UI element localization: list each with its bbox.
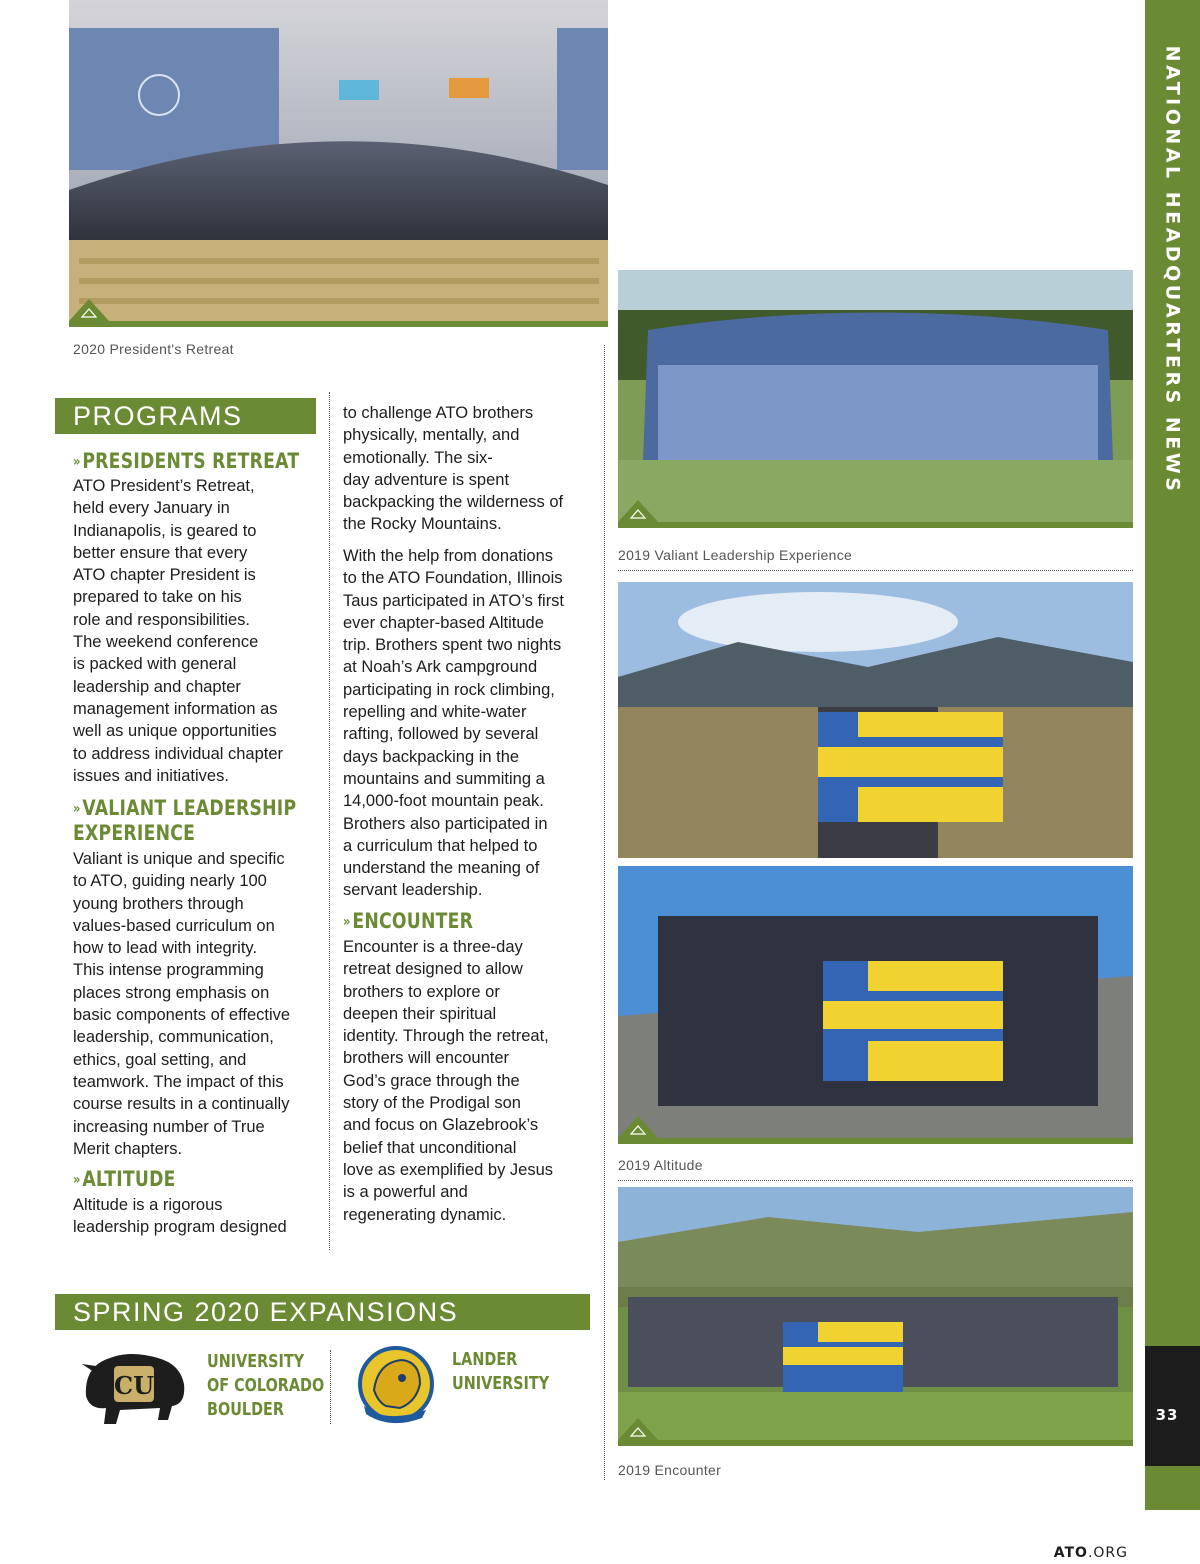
chevron-right-icon: » — [73, 454, 81, 470]
caption-presidents-retreat: 2020 President's Retreat — [73, 341, 234, 357]
photo-altitude-2 — [618, 866, 1133, 1144]
lander-logo — [356, 1344, 436, 1426]
chevron-right-icon: » — [343, 914, 351, 930]
triangle-mark-icon — [69, 297, 109, 321]
triangle-mark-icon — [618, 1416, 658, 1440]
lander-name: LANDER UNIVERSITY — [452, 1349, 550, 1394]
caption-valiant: 2019 Valiant Leadership Experience — [618, 547, 853, 563]
logo-divider — [330, 1350, 331, 1424]
photo-valiant — [618, 270, 1133, 528]
svg-text:CU: CU — [113, 1371, 155, 1400]
caption-encounter: 2019 Encounter — [618, 1462, 722, 1478]
altitude-text: Altitude is a rigorous leadership program designed — [73, 1196, 287, 1237]
page-number: 33 — [1155, 1406, 1179, 1424]
programs-header: PROGRAMS — [55, 398, 316, 434]
divider — [618, 1180, 1133, 1181]
triangle-mark-icon — [618, 1114, 658, 1138]
sidebar-title: NATIONAL HEADQUARTERS NEWS — [1161, 45, 1184, 495]
colorado-name: UNIVERSITY OF COLORADO BOULDER — [207, 1351, 325, 1420]
column-divider — [604, 345, 605, 1480]
chevron-right-icon: » — [73, 1172, 81, 1188]
encounter-heading: »ENCOUNTER — [343, 909, 474, 933]
altitude-text-continued: to challenge ATO brothers physically, mentally, and emotionally. The six- day adventure is spent backpacking the wilderness of the Rocky Mountains. — [343, 404, 564, 534]
photo-encounter — [618, 1187, 1133, 1446]
altitude-text-paragraph-2: With the help from donations to the ATO Foundation, Illinois Taus participated in ATO’s first ever chapter-based Altitude trip. Brothers spent two nights at Noah’s Ark campground participating in rock climbing, repelling and white-water rafting, followed by several days backpacking in the mountains and summiting a 14,000-foot mountain peak. Brothers also participated in a curriculum that helped to understand the meaning of servant leadership. — [343, 547, 565, 900]
expansions-header: SPRING 2020 EXPANSIONS — [55, 1294, 590, 1330]
presidents-retreat-heading: »PRESIDENTS RETREAT — [73, 449, 300, 473]
altitude-heading: »ALTITUDE — [73, 1167, 176, 1191]
colorado-logo — [80, 1346, 188, 1426]
photo-presidents-retreat — [69, 0, 608, 327]
chevron-right-icon: » — [73, 801, 81, 817]
valiant-text: Valiant is unique and specific to ATO, guiding nearly 100 young brothers through values-based curriculum on how to lead with integrity. This intense programming places strong emphasis on basic components of effective leadership, communication, ethics, goal setting, and teamwork. The impact of this course results in a continually increasing number of True Merit chapters. — [73, 850, 291, 1158]
encounter-text: Encounter is a three-day retreat designed to allow brothers to explore or deepen their spiritual identity. Through the retreat, brothers will encounter God’s grace through the story of the Prodigal son and focus on Glazebrook’s belief that unconditional love as exemplified by Jesus is a powerful and regenerating dynamic. — [343, 938, 554, 1224]
triangle-mark-icon — [618, 498, 658, 522]
caption-altitude: 2019 Altitude — [618, 1157, 703, 1173]
column-divider — [329, 392, 330, 1250]
divider — [618, 570, 1133, 571]
valiant-heading: »VALIANT LEADERSHIP EXPERIENCE — [73, 796, 297, 845]
presidents-retreat-text: ATO President’s Retreat, held every January in Indianapolis, is geared to better ensure that every ATO chapter President is prepared to take on his role and responsibilities. The weekend conference is packed with general leadership and chapter management information as well as unique opportunities to address individual chapter issues and initiatives. — [73, 477, 284, 785]
photo-altitude-1 — [618, 582, 1133, 858]
site-url[interactable]: ATO.ORG — [1053, 1545, 1128, 1561]
